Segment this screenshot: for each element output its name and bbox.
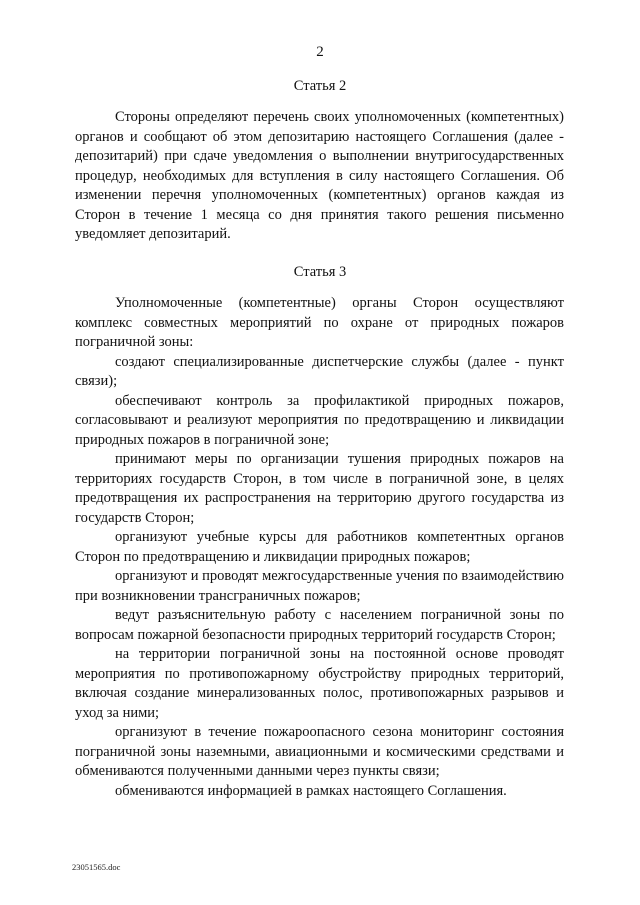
article-3-paragraph: Уполномоченные (компетентные) органы Сторон осуществляют комплекс совместных мероприятий по охране от природных пожаров пограничной зоны: xyxy=(75,295,564,350)
article-3-paragraph: организуют учебные курсы для работников компетентных органов Сторон по предотвращению и ликвидации природных пожаров; xyxy=(75,529,564,565)
article-3-paragraph: на территории пограничной зоны на постоянной основе проводят мероприятия по противопожарному обустройству природных территорий, включая создание минерализованных полос, противопожарных разрывов и уход за ними; xyxy=(75,646,564,721)
article-3-paragraph: обмениваются информацией в рамках настоящего Соглашения. xyxy=(115,782,507,799)
page-number: 2 xyxy=(316,44,324,60)
article-3-title: Статья 3 xyxy=(293,264,347,280)
article-3-body xyxy=(75,294,564,801)
article-2-title: Статья 2 xyxy=(293,78,347,94)
article-3-paragraph: обеспечивают контроль за профилактикой природных пожаров, согласовывают и реализуют мероприятия по предотвращению и ликвидации природных пожаров в пограничной зоне; xyxy=(75,392,564,448)
article-3-paragraph: организуют и проводят межгосударственные учения по взаимодействию при возникновении трансграничных пожаров; xyxy=(75,568,564,604)
article-3-paragraph: организуют в течение пожароопасного сезона мониторинг состояния пограничной зоны наземными, авиационными и космическими средствами и обмениваются полученными данными через пункты связи; xyxy=(75,724,564,779)
article-2-body xyxy=(75,108,564,245)
article-3-paragraph: принимают меры по организации тушения природных пожаров на территориях государств Сторон, в том числе в пограничной зоне, в целях предотвращения их распространения на территорию другого государства из государств Сторон; xyxy=(75,451,564,526)
article-2-paragraph: Стороны определяют перечень своих уполномоченных (компетентных) органов и сообщают об этом депозитарию настоящего Соглашения (далее - депозитарий) при сдаче уведомления о выполнении внутригосударственных процедур, необходимых для вступления в силу настоящего Соглашения. Об изменении перечня уполномоченных (компетентных) органов каждая из Сторон в течение 1 месяца со дня принятия такого решения письменно уведомляет депозитарий. xyxy=(75,109,564,242)
article-3-paragraph: ведут разъяснительную работу с населением пограничной зоны по вопросам пожарной безопасности природных территорий государств Сторон; xyxy=(75,607,564,643)
article-3-paragraph: создают специализированные диспетчерские службы (далее - пункт связи); xyxy=(75,353,564,389)
document-filename: 23051565.doc xyxy=(72,862,121,872)
